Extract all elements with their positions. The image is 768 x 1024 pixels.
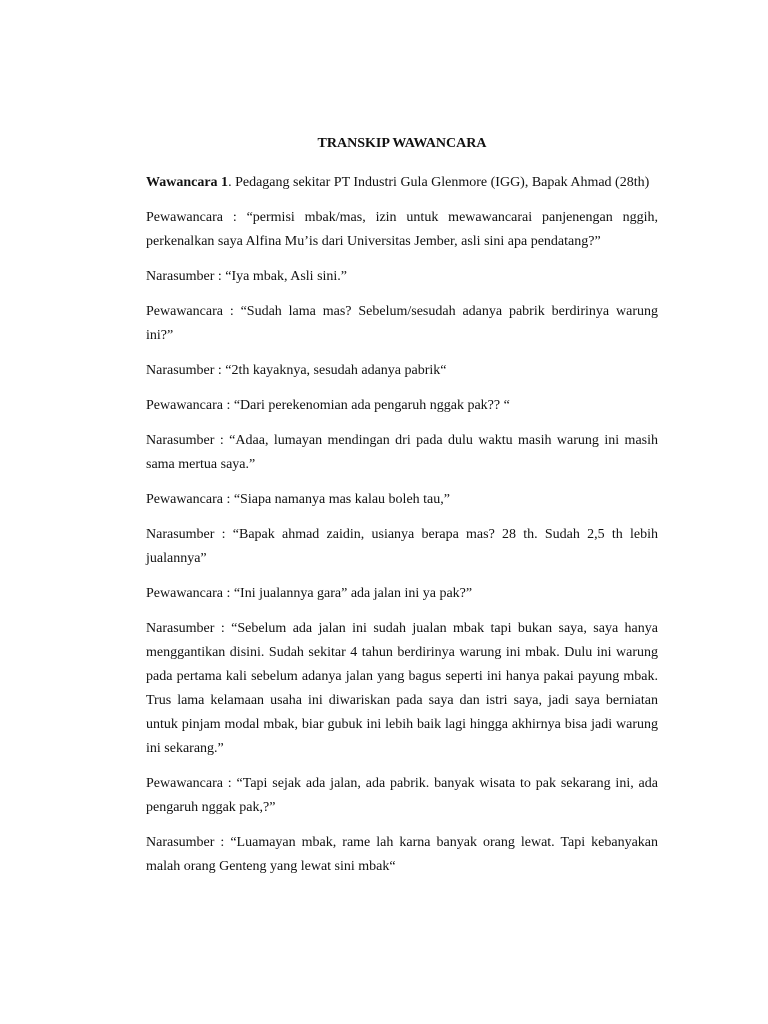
dialogue-line: Narasumber : “Sebelum ada jalan ini sudah jualan mbak tapi bukan saya, saya hanya menggantikan disini. Sudah sekitar 4 tahun berdirinya warung ini mbak. Dulu ini warung pada pertama kali sebelum adanya jalan yang bagus seperti ini hanya pakai payung mbak. Trus lama kelamaan usaha ini diwariskan pada saya dan istri saya, jadi saya berniatan untuk pinjam modal mbak, biar gubuk ini lebih baik lagi hingga akhirnya bisa jadi warung ini sekarang.” [146,621,658,756]
dialogue-line: Narasumber : “Adaa, lumayan mendingan dri pada dulu waktu masih warung ini masih sama mertua saya.” [146,433,658,472]
page-title: TRANSKIP WAWANCARA [317,136,487,151]
intro-label: Wawancara 1 [146,175,229,190]
dialogue-line: Pewawancara : “Sudah lama mas? Sebelum/sesudah adanya pabrik berdirinya warung ini?” [146,304,658,343]
document-page [146,131,658,890]
dialogue-line: Narasumber : “2th kayaknya, sesudah adanya pabrik“ [146,363,447,378]
dialogue-line: Pewawancara : “Dari perekenomian ada pengaruh nggak pak?? “ [146,398,510,413]
intro-paragraph [146,171,658,195]
dialogue-line: Pewawancara : “permisi mbak/mas, izin untuk mewawancarai panjenengan nggih, perkenalkan saya Alfina Mu’is dari Universitas Jember, asli sini apa pendatang?” [146,210,658,249]
dialogue-line: Narasumber : “Bapak ahmad zaidin, usianya berapa mas? 28 th. Sudah 2,5 th lebih jualannya” [146,527,658,566]
dialogue-line: Pewawancara : “Tapi sejak ada jalan, ada pabrik. banyak wisata to pak sekarang ini, ada pengaruh nggak pak,?” [146,776,658,815]
dialogue-line: Narasumber : “Iya mbak, Asli sini.” [146,269,348,284]
dialogue-line: Narasumber : “Luamayan mbak, rame lah karna banyak orang lewat. Tapi kebanyakan malah orang Genteng yang lewat sini mbak“ [146,835,658,874]
dialogue-line: Pewawancara : “Siapa namanya mas kalau boleh tau,” [146,492,450,507]
intro-text: . Pedagang sekitar PT Industri Gula Glenmore (IGG), Bapak Ahmad (28th) [228,175,650,190]
dialogue-line: Pewawancara : “Ini jualannya gara” ada jalan ini ya pak?” [146,586,473,601]
